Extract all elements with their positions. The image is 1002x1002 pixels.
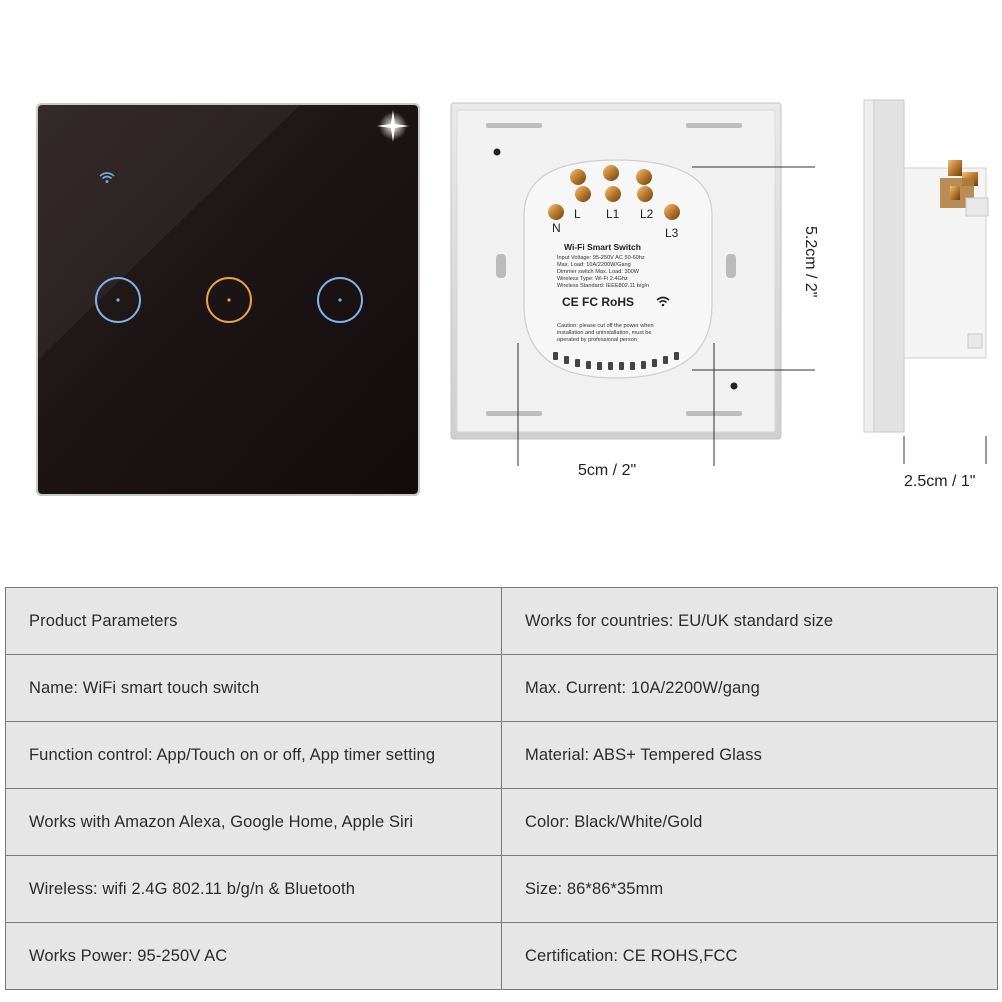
certification-marks: CE FC RoHS: [562, 295, 634, 309]
terminal-label-n: N: [552, 221, 561, 235]
table-cell: Works with Amazon Alexa, Google Home, Apple Siri: [6, 789, 502, 856]
terminal-label-l1: L1: [606, 207, 620, 221]
table-row: [6, 789, 998, 856]
table-cell: Color: Black/White/Gold: [502, 789, 998, 856]
module-spec-line: Input Voltage: 95-250V AC 50-60hz: [557, 255, 645, 261]
terminal-label-l2: L2: [640, 207, 654, 221]
table-row: [6, 856, 998, 923]
parameters-table: [5, 587, 998, 990]
table-cell: Size: 86*86*35mm: [502, 856, 998, 923]
table-row: [6, 722, 998, 789]
module-spec-line: Wireless Type: Wi-Fi 2.4Ghz: [557, 276, 628, 282]
table-row: [6, 655, 998, 722]
module-spec-line: Dimmer switch Max. Load: 300W: [557, 269, 640, 275]
terminal-label-l: L: [574, 207, 581, 221]
width-dimension-label: 5cm / 2": [578, 462, 637, 479]
back-view: [451, 103, 819, 479]
terminal-label-l3: L3: [665, 226, 679, 240]
table-cell: Function control: App/Touch on or off, App timer setting: [6, 722, 502, 789]
back-module: [524, 160, 712, 378]
table-cell: Max. Current: 10A/2200W/gang: [502, 655, 998, 722]
table-cell: Name: WiFi smart touch switch: [6, 655, 502, 722]
table-row: [6, 923, 998, 990]
side-view: [864, 100, 988, 490]
table-cell: Material: ABS+ Tempered Glass: [502, 722, 998, 789]
module-spec-line: Max. Load: 10A/2200W/Gang: [557, 262, 631, 268]
caution-line: installation and uninstallation, must be: [557, 330, 652, 336]
caution-line: operated by professional person: [557, 337, 637, 343]
table-cell: Wireless: wifi 2.4G 802.11 b/g/n & Bluetooth: [6, 856, 502, 923]
depth-dimension: [904, 436, 986, 464]
table-row: [6, 588, 998, 655]
height-dimension-label: 5.2cm / 2": [802, 226, 819, 298]
table-cell: Product Parameters: [6, 588, 502, 655]
front-panel: [36, 103, 420, 496]
depth-dimension-label: 2.5cm / 1": [904, 473, 976, 490]
module-title: Wi-Fi Smart Switch: [564, 242, 641, 252]
table-cell: Works Power: 95-250V AC: [6, 923, 502, 990]
table-cell: Works for countries: EU/UK standard size: [502, 588, 998, 655]
caution-line: Caution: please cut off the power when: [557, 323, 654, 329]
module-spec-line: Wireless Standard: IEEE802.11 b/g/n: [557, 283, 650, 289]
table-cell: Certification: CE ROHS,FCC: [502, 923, 998, 990]
